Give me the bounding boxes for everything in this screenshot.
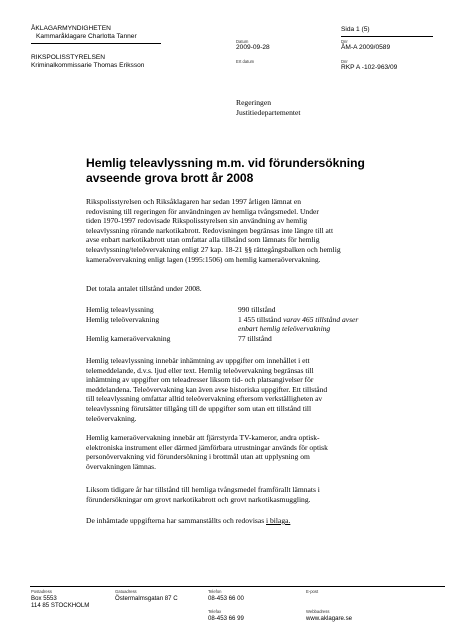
para-line: Hemlig kameraövervakning innebär att fjärrstyrda TV-kameror, andra optisk- bbox=[86, 433, 320, 442]
para-line: meddelandena. Teleövervakning kan även avse historiska uppgifter. Ett tillstånd bbox=[86, 384, 328, 394]
table-row bbox=[86, 315, 408, 334]
sender-org-2: RIKSPOLISSTYRELSEN bbox=[31, 54, 106, 61]
dnr2-label: Dnr bbox=[341, 59, 348, 64]
sender-divider bbox=[31, 43, 161, 44]
sender-person-2: Kriminalkommissarie Thomas Eriksson bbox=[31, 62, 145, 69]
paragraph-3 bbox=[86, 356, 431, 423]
paragraph-4 bbox=[86, 433, 431, 471]
document-title bbox=[86, 156, 365, 185]
table-cell-note-1: varav 465 tillstånd avser bbox=[283, 314, 359, 324]
stats-table bbox=[86, 305, 408, 343]
datum-label: Datum bbox=[236, 39, 249, 44]
postadress-line-1: Box 5553 bbox=[31, 595, 57, 602]
para-line: teleavlyssning/teleövervakning enligt 27 kap. 18-21 §§ rättegångsbalken och hemlig bbox=[86, 244, 341, 254]
dnr-label: Dnr bbox=[341, 39, 348, 44]
telefax-label: Telefax bbox=[208, 609, 222, 614]
para-line: teleavlyssning förutsätter tillgång till de uppgifter som utan ett tillstånd till bbox=[86, 403, 312, 413]
paragraph-2 bbox=[86, 284, 202, 294]
webbadress-label: Webbadress bbox=[306, 609, 330, 614]
table-cell-note-2: enbart hemlig teleövervakning bbox=[238, 324, 331, 334]
table-cell-value-note bbox=[238, 315, 408, 334]
para-line: teleövervakning. bbox=[86, 413, 137, 423]
paragraph-1 bbox=[86, 197, 431, 264]
page-number: Sida 1 (5) bbox=[341, 26, 370, 33]
gatuadress-value: Östermalmsgatan 87 C bbox=[115, 595, 178, 602]
page-divider bbox=[341, 36, 433, 37]
recipient-line-1: Regeringen bbox=[236, 98, 272, 107]
para-line bbox=[86, 516, 431, 526]
telefon-value: 08-453 66 00 bbox=[208, 595, 244, 602]
para-line: Hemlig teleavlyssning innebär inhämtning av uppgifter om innehållet i ett bbox=[86, 356, 310, 365]
table-row bbox=[86, 334, 408, 344]
para-line: övervakningen lämnas. bbox=[86, 461, 156, 471]
para-line: teleavlyssning rörande narkotikabrott. Redovisningen begränsas inte längre till att bbox=[86, 225, 334, 235]
para-line: avse enbart narkotikabrott utan omfattar alla tillstånd som lämnats för hemlig bbox=[86, 235, 320, 245]
para-line: till teleavlyssning omfattar alltid teleövervakning eftersom verkställigheten av bbox=[86, 394, 323, 404]
gatuadress-label: Gatuadress bbox=[115, 589, 137, 594]
para-line: inhämtning av uppgifter om teleadresser liksom tid- och platsangivelser för bbox=[86, 375, 314, 385]
table-cell-label: Hemlig kameraövervakning bbox=[86, 333, 171, 343]
para-line: Det totala antalet tillstånd under 2008. bbox=[86, 284, 202, 293]
sender-person-1: Kammaråklagare Charlotta Tanner bbox=[36, 33, 137, 40]
sender-org-1: ÅKLAGARMYNDIGHETEN bbox=[31, 25, 111, 32]
telefax-value: 08-453 66 99 bbox=[208, 615, 244, 622]
recipient-line-2: Justitiedepartementet bbox=[236, 108, 301, 117]
para-line: Rikspolisstyrelsen och Riksåklagaren har sedan 1997 årligen lämnat en bbox=[86, 197, 302, 206]
para-line: elektroniska instrument eller därmed jämförbara utrustningar används för optisk bbox=[86, 442, 328, 452]
para-line: förundersökningar om grovt narkotikabrott och grovt narkotikasmuggling. bbox=[86, 494, 311, 504]
footer-divider bbox=[30, 586, 445, 587]
table-cell-value: 77 tillstånd bbox=[238, 333, 272, 343]
table-cell-label: Hemlig teleövervakning bbox=[86, 314, 160, 324]
para-line: personövervakning vid förundersökning i brottmål utan att upplysning om bbox=[86, 452, 310, 462]
telefon-label: Telefon bbox=[208, 589, 222, 594]
datum-value: 2009-09-28 bbox=[236, 44, 270, 51]
para-line: Liksom tidigare år har tillstånd till hemliga tvångsmedel framförallt lämnats i bbox=[86, 485, 320, 494]
para-text: De inhämtade uppgifterna har sammanställts och redovisas bbox=[86, 516, 267, 525]
recipient bbox=[236, 98, 301, 118]
para-line: redovisning till regeringen för användningen av hemliga tvångsmedel. Under bbox=[86, 206, 319, 216]
para-line: kameraövervakning enligt lagen (1995:1506) om hemlig kameraövervakning. bbox=[86, 254, 321, 264]
title-line-1: Hemlig teleavlyssning m.m. vid förundersökning bbox=[86, 156, 365, 170]
table-row bbox=[86, 305, 408, 315]
postadress-line-2: 114 85 STOCKHOLM bbox=[31, 602, 90, 609]
table-cell-label: Hemlig teleavlyssning bbox=[86, 305, 154, 314]
para-line: telemeddelande, d.v.s. ljud eller text. Hemlig teleövervakning begränsas till bbox=[86, 365, 314, 375]
para-line: tiden 1970-1997 redovisade Rikspolisstyrelsen sin användning av hemlig bbox=[86, 216, 308, 226]
paragraph-6 bbox=[86, 516, 431, 526]
webbadress-value[interactable]: www.aklagare.se bbox=[306, 615, 353, 622]
attachment-link[interactable]: i bilaga. bbox=[266, 516, 291, 525]
title-line-2: avseende grova brott år 2008 bbox=[86, 170, 254, 185]
dnr2-value: RKP A -102-963/09 bbox=[341, 64, 398, 71]
table-cell-value: 1 455 tillstånd bbox=[238, 314, 282, 324]
epost-label: E-post bbox=[306, 589, 319, 594]
postadress-label: Postadress bbox=[31, 589, 52, 594]
paragraph-5 bbox=[86, 485, 431, 504]
table-cell-value: 990 tillstånd bbox=[238, 305, 276, 314]
dnr-value: ÅM-A 2009/0589 bbox=[341, 44, 391, 51]
ert-datum-label: Ert datum bbox=[236, 59, 255, 64]
